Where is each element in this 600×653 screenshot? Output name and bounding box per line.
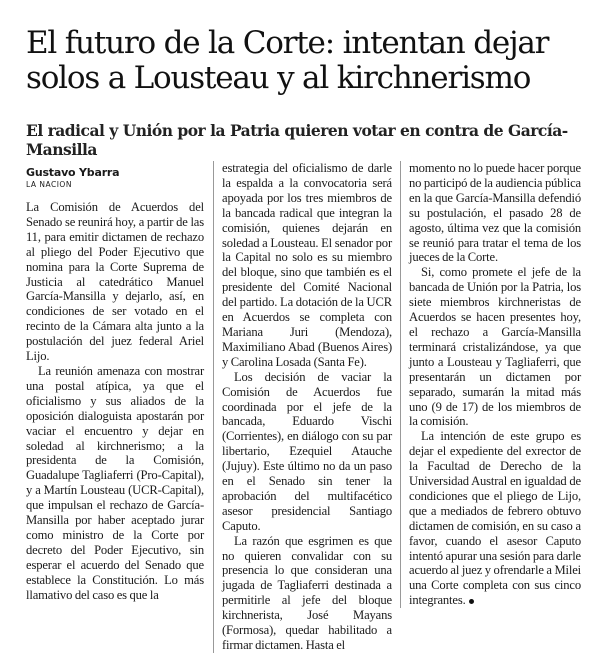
paragraph: estrategia del oficialismo de darle la espalda a la convocatoria será apoyada por los tres miembros de la bancada radical que integran la comisión, quienes dejarán en soledad a Lousteau. El senador por la Capital no solo es su miembro del bloque, sino que también es el presidente del Comité Nacional del partido. La dotación de la UCR en Acuerdos se completa con Mariana Juri (Mendoza), Maximiliano Abad (Buenos Aires) y Carolina Losada (Santa Fe). — [222, 161, 392, 369]
byline: Gustavo Ybarra — [26, 166, 120, 179]
article-body — [26, 161, 581, 652]
paragraph-last — [409, 429, 581, 608]
headline: El futuro de la Corte: intentan dejar solos a Lousteau y al kirchnerismo — [26, 25, 549, 96]
paragraph: La Comisión de Acuerdos del Senado se reunirá hoy, a partir de las 11, para emitir dictamen de rechazo al pliego del Poder Ejecutivo que nomina para la Corte Suprema de Justicia al catedrático Manuel García-Mansilla y dejarlo, así, en condiciones de ser votado en el recinto de la Cámara alta junto a la postulación del juez federal Ariel Lijo. — [26, 200, 204, 364]
column-3 — [400, 161, 581, 608]
paragraph: momento no lo puede hacer porque no participó de la audiencia pública en la que García-Mansilla defendió su postulación, el pasado 28 de agosto, última vez que la comisión se reunió para tratar el tema de los jueces de la Corte. — [409, 161, 581, 265]
paragraph: La razón que esgrimen es que no quieren convalidar con su presencia lo que consideran una jugada de Tagliaferri destinada a permitirle al jefe del bloque kirchnerista, José Mayans (Formosa), quedar habilitado a firmar dictamen. Hasta el — [222, 533, 392, 652]
column-2 — [213, 161, 392, 653]
paragraph: Si, como promete el jefe de la bancada de Unión por la Patria, los siete miembros kirchneristas de Acuerdos se hacen presentes hoy, el rechazo a García-Mansilla terminará cristalizándose, ya que junto a Lousteau y Tagliaferri, que presentarán un dictamen por separado, sumarán la mitad más uno (9 de 17) de los miembros de la comisión. — [409, 265, 581, 429]
subhead: El radical y Unión por la Patria quieren votar en contra de García-Mansilla — [26, 121, 568, 159]
end-mark-icon — [469, 599, 474, 604]
column-1 — [26, 161, 204, 602]
paragraph-text: La intención de este grupo es dejar el expediente del exrector de la Facultad de Derecho de la Universidad Austral en igualdad de condiciones que el pliego de Lijo, que a mediados de febrero obtuvo dictamen de comisión, en su caso a favor, cuando el asesor Caputo intentó apurar una sesión para darle acuerdo al juez y ofrendarle a Milei una Corte completa con sus cinco integrantes. — [409, 429, 581, 608]
agency-label: LA NACION — [26, 180, 72, 189]
paragraph: La reunión amenaza con mostrar una postal atípica, ya que el oficialismo y sus aliados de la oposición dialoguista apostarán por vaciar el encuentro y dejar en soledad al kirchnerismo; a la presidenta de la Comisión, Guadalupe Tagliaferri (Pro-Capital), y a Martín Lousteau (UCR-Capital), que impulsan el rechazo de García-Mansilla por haber aceptado jurar como ministro de la Corte por decreto del Poder Ejecutivo, sin esperar el acuerdo del Senado que establece la Constitución. Lo más llamativo del caso es que la — [26, 363, 204, 602]
paragraph: Los decisión de vaciar la Comisión de Acuerdos fue coordinada por el jefe de la bancada, Eduardo Vischi (Corrientes), en diálogo con su par libertario, Ezequiel Atauche (Jujuy). Este último no da un paso en el Senado sin tener la aprobación del multifacético asesor presidencial Santiago Caputo. — [222, 369, 392, 533]
